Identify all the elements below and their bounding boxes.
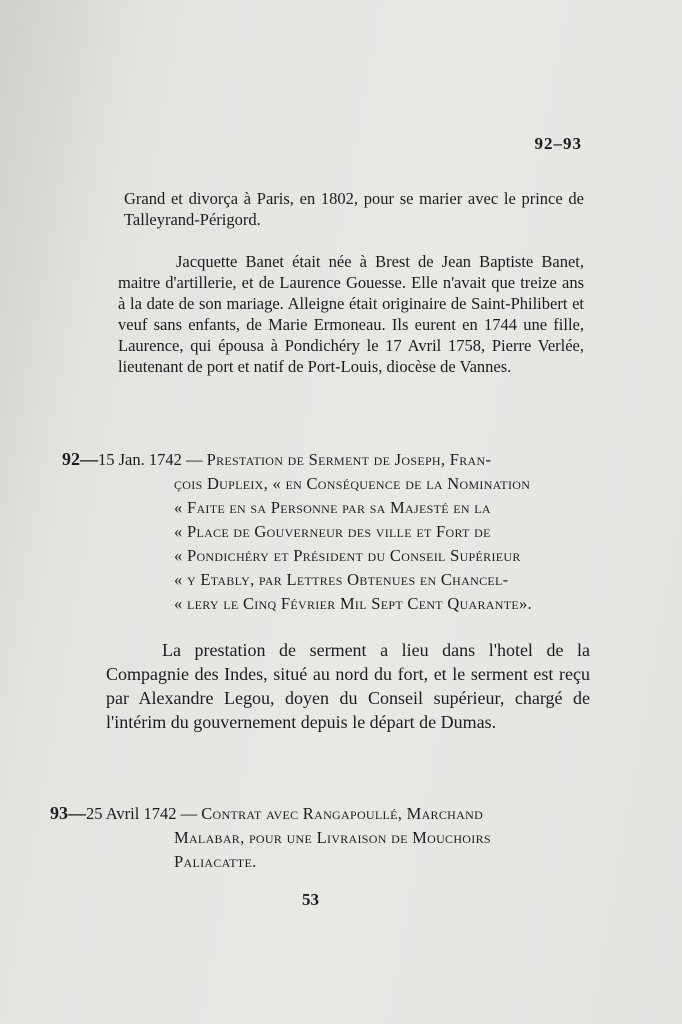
entry-92-first-line [62,447,590,472]
entry-93-title-continuation [174,826,590,874]
entry-92-title-line: « Pondichéry et Président du Conseil Supérieur [174,546,521,565]
paragraph-prestation-serment: La prestation de serment a lieu dans l'hotel de la Compagnie des Indes, situé au nord du fort, et le serment est reçu par Alexandre Legou, doyen du Conseil supérieur, chargé de l'intérim du gouvernement depuis le départ de Dumas. [106,640,590,732]
entry-92-title-continuation [174,472,590,616]
entry-92-title-line: « Place de Gouverneur des ville et Fort de [174,522,491,541]
entry-93-title-line: Paliacatte. [174,852,257,871]
page-reference-header: 92–93 [534,134,582,153]
entry-92-title-line: çois Dupleix, « en Conséquence de la Nomination [174,474,531,493]
entry-92-title-line: « y Etably, par Lettres Obtenues en Chancel- [174,570,509,589]
entry-92-title-line: « Faite en sa Personne par sa Majesté en la [174,498,491,517]
entry-93-date: 25 Avril 1742 — [86,804,202,823]
entry-93 [50,801,590,874]
entry-93-number: 93— [50,803,86,823]
paragraph-talleyrand: Grand et divorça à Paris, en 1802, pour se marier avec le prince de Talleyrand-Périgord. [124,189,584,229]
entry-92-date: 15 Jan. 1742 — [98,450,207,469]
entry-92-number: 92— [62,449,98,469]
entry-93-title-start: Contrat avec Rangapoullé, Marchand [201,804,484,823]
entry-92-title-line: « lery le Cinq Février Mil Sept Cent Quarante». [174,594,532,613]
entry-92-title-start: Prestation de Serment de Joseph, Fran- [206,450,492,469]
entry-93-title-line: Malabar, pour une Livraison de Mouchoirs [174,828,491,847]
entry-92 [62,447,590,616]
paragraph-jacquette-banet: Jacquette Banet était née à Brest de Jean Baptiste Banet, maitre d'artillerie, et de Laurence Gouesse. Elle n'avait que treize ans à la date de son mariage. Alleigne était originaire de Saint-Philibert et veuf sans enfants, de Marie Ermoneau. Ils eurent en 1744 une fille, Laurence, qui épousa à Pondichéry le 17 Avril 1758, Pierre Verlée, lieutenant de port et natif de Port-Louis, diocèse de Vannes. [118,252,584,376]
entry-93-first-line [50,801,590,826]
page-number: 53 [302,890,319,909]
